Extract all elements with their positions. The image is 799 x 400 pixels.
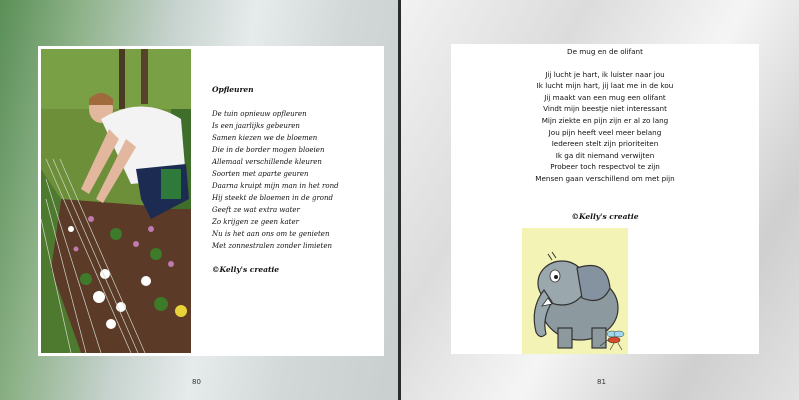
credit-text: ©Kelly's creatie	[212, 265, 280, 274]
poem-line: Soorten met aparte geuren	[212, 170, 309, 178]
poem-title: De mug en de olifant	[567, 47, 643, 56]
poem-title: Opfleuren	[212, 85, 254, 94]
poem-line: Vindt mijn beestje niet interessant	[543, 104, 667, 114]
poem-line: Jou pijn heeft veel meer belang	[548, 127, 662, 137]
poem-line: Ik ga dit niemand verwijten	[555, 150, 655, 160]
poem-line: Is een jaarlijks gebeuren	[212, 122, 300, 130]
poem-line: Probeer toch respectvol te zijn	[550, 162, 660, 172]
poem-line: Zo krijgen ze geen kater	[212, 218, 299, 226]
poem-opfleuren	[212, 84, 382, 276]
poem-line: Allemaal verschillende kleuren	[212, 158, 322, 166]
poem-line: Jij lucht je hart, ik luister naar jou	[545, 69, 665, 79]
right-page	[401, 0, 799, 400]
left-page	[0, 0, 398, 400]
poem-line: Geeft ze wat extra water	[212, 206, 300, 214]
poem-line: Die in de border mogen bloeien	[212, 146, 325, 154]
garden-photo-illustration	[41, 49, 191, 353]
poem-line: Iedereen stelt zijn prioriteiten	[551, 139, 659, 149]
poem-line: Ik lucht mijn hart, jij laat me in de kou	[536, 81, 674, 91]
poem-line: Daarna kruipt mijn man in het rond	[212, 182, 339, 190]
page-number-left: 80	[192, 378, 201, 386]
poem-de-mug-en-de-olifant	[451, 46, 759, 185]
poem-line: Met zonnestralen zonder limieten	[212, 242, 333, 250]
poem-line: Mensen gaan verschillend om met pijn	[535, 173, 675, 183]
garden-photo	[41, 49, 191, 353]
right-content-panel	[451, 44, 759, 354]
poem-line: Jij maakt van een mug een olifant	[544, 92, 666, 102]
poem-line: Mijn ziekte en pijn zijn er al zo lang	[541, 115, 669, 125]
left-content-panel	[38, 46, 384, 356]
poem-line: Nu is het aan ons om te genieten	[212, 230, 330, 238]
elephant-icon	[522, 228, 628, 354]
poem-line: Samen kiezen we de bloemen	[212, 134, 318, 142]
page-number-right: 81	[597, 378, 606, 386]
poem-line: De tuin opnieuw opfleuren	[212, 110, 307, 118]
credit-text: ©Kelly's creatie	[571, 212, 639, 221]
elephant-mosquito-illustration	[522, 228, 628, 354]
poem-line: Hij steekt de bloemen in de grond	[212, 194, 333, 202]
